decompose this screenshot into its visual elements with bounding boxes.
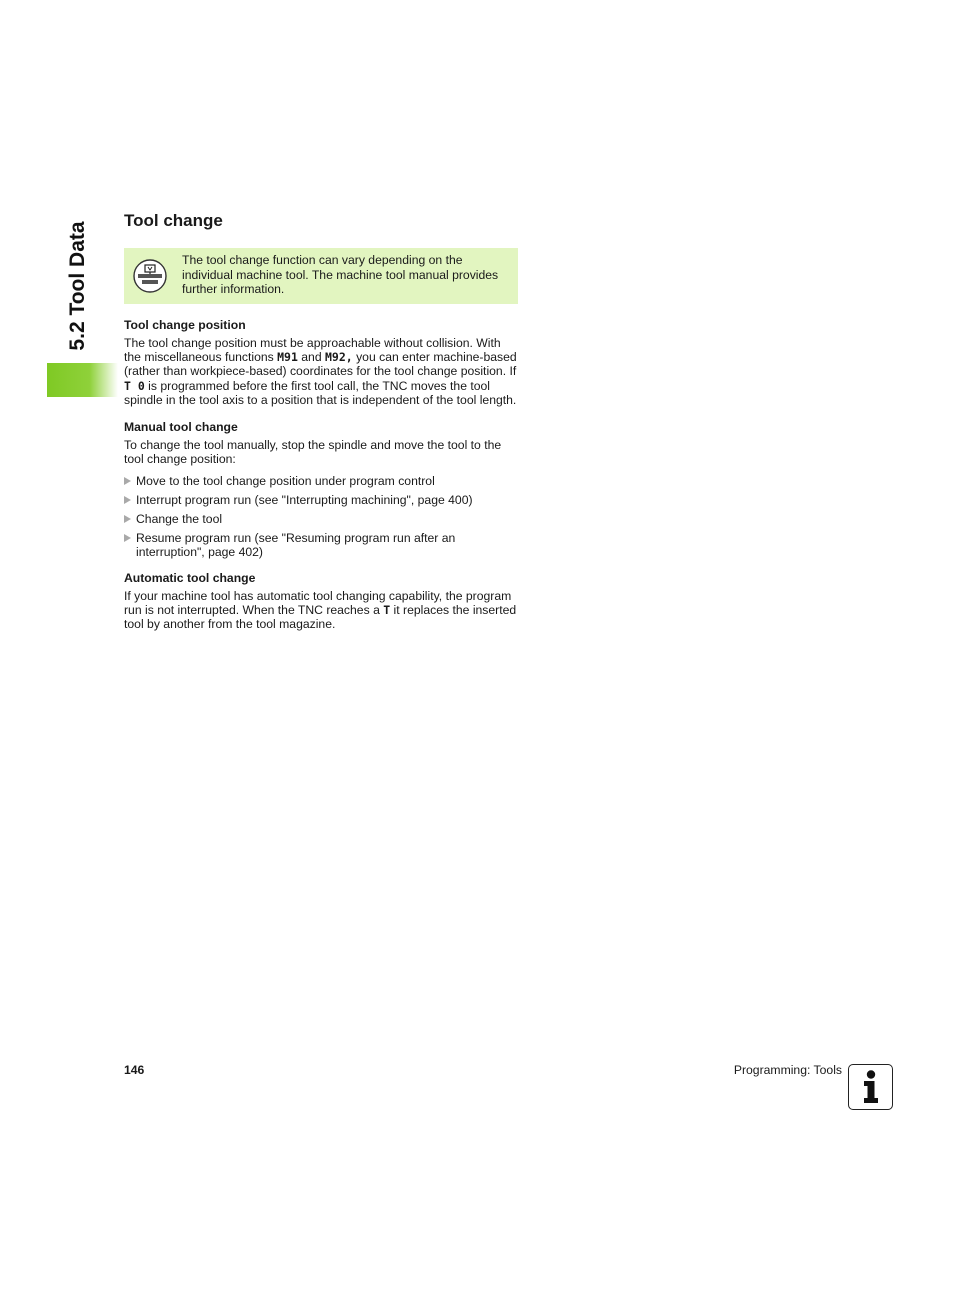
list-item: Change the tool — [124, 512, 518, 526]
note-text: The tool change function can vary depending on the individual machine tool. The machine tool manual provides further information. — [182, 253, 499, 296]
page-number: 146 — [124, 1063, 145, 1077]
footer-chapter-title: Programming: Tools — [733, 1063, 842, 1077]
list-item: Move to the tool change position under program control — [124, 474, 518, 488]
subheading-tool-change-position: Tool change position — [124, 318, 246, 332]
code-m91: M91 — [277, 350, 298, 365]
triangle-bullet-icon — [124, 534, 131, 542]
sidebar-section-title: 5.2 Tool Data — [66, 221, 89, 351]
triangle-bullet-icon — [124, 496, 131, 504]
subheading-automatic-tool-change: Automatic tool change — [124, 570, 256, 585]
code-t: T — [383, 603, 391, 618]
triangle-bullet-icon — [124, 515, 131, 523]
main-content — [124, 211, 518, 645]
machine-note-box — [124, 248, 518, 304]
paragraph-manual-intro: To change the tool manually, stop the spindle and move the tool to the tool change position: — [124, 438, 502, 467]
machine-tool-note-icon — [133, 259, 167, 293]
list-item: Resume program run (see "Resuming program run after an interruption", page 402) — [124, 531, 518, 559]
triangle-bullet-icon — [124, 477, 131, 485]
manual-steps-list — [124, 474, 518, 559]
paragraph-tool-change-position: The tool change position must be approachable without collision. With the miscellaneous functions M91 and M92, you can enter machine-based (rather than workpiece-based) coordinates for the tool change position. If T 0 is programmed before the first tool call, the TNC moves the tool spindle in the tool axis to a position that is independent of the tool length. — [124, 336, 517, 407]
paragraph-automatic: If your machine tool has automatic tool changing capability, the program run is not interrupted. When the TNC reaches a T it replaces the inserted tool by another from the tool magazine. — [124, 588, 517, 632]
code-m92: M92, — [325, 350, 353, 365]
subheading-manual-tool-change: Manual tool change — [124, 420, 238, 435]
info-glyph — [849, 1065, 892, 1109]
page-title: Tool change — [124, 211, 223, 230]
section-tab-marker — [47, 363, 118, 397]
code-t0: T 0 — [124, 378, 145, 393]
info-icon — [848, 1064, 893, 1110]
list-item: Interrupt program run (see "Interrupting machining", page 400) — [124, 493, 518, 507]
